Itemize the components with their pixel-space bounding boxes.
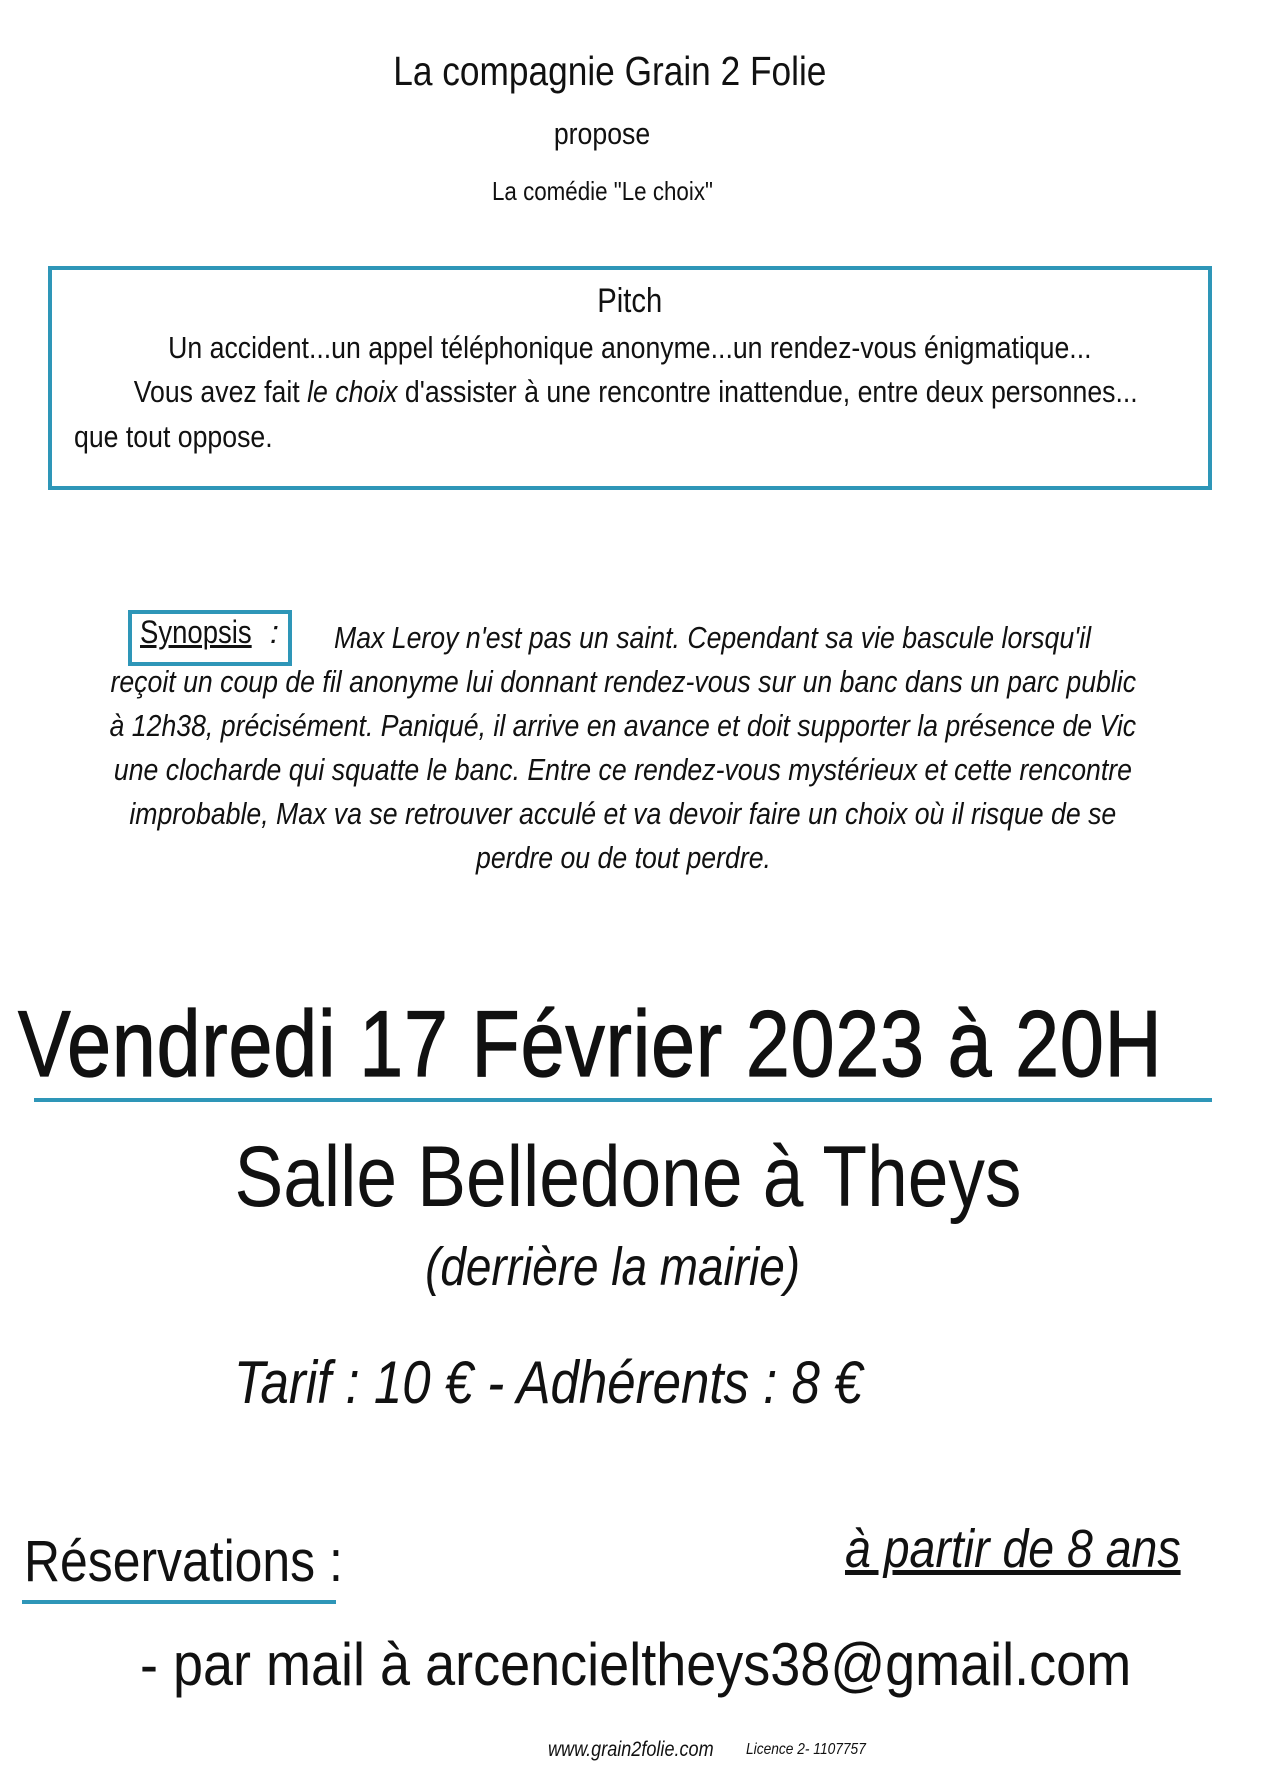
synopsis-line [0, 752, 1246, 788]
synopsis-line-text: perdre ou de tout perdre. [475, 840, 771, 875]
venue [0, 1128, 1256, 1227]
pitch-line-1-text: Un accident...un appel téléphonique anonyme...un rendez-vous énigmatique... [168, 330, 1092, 365]
synopsis-line-text: à 12h38, précisément. Paniqué, il arrive en avance et doit supporter la présence de Vic [109, 708, 1137, 743]
pitch-line-3: que tout oppose. [74, 419, 273, 454]
pitch-box [48, 266, 1212, 490]
synopsis-label: Synopsis [140, 614, 252, 650]
comedy-title [0, 176, 1204, 207]
synopsis-line [0, 708, 1246, 744]
pricing: Tarif : 10 € - Adhérents : 8 € [234, 1349, 863, 1416]
pitch-line-1 [52, 330, 1208, 366]
event-date: Vendredi 17 Février 2023 à 20H [18, 991, 1163, 1096]
synopsis-line [0, 796, 1246, 832]
synopsis-line-text: improbable, Max va se retrouver acculé et va devoir faire un choix où il risque de se [129, 796, 1117, 831]
pitch-line-2-end: d'assister à une rencontre inattendue, entre deux personnes... [397, 374, 1138, 409]
date-underline [34, 1098, 1212, 1102]
pitch-emphasis: le choix [307, 374, 398, 409]
synopsis-colon: : [270, 614, 279, 650]
synopsis-line: Max Leroy n'est pas un saint. Cependant sa vie bascule lorsqu'il [334, 620, 1092, 655]
age-limit: à partir de 8 ans [845, 1519, 1181, 1579]
synopsis-line-text: une clocharde qui squatte le banc. Entre ce rendez-vous mystérieux et cette rencontre [113, 752, 1133, 787]
pitch-line-2-start: Vous avez fait [133, 374, 308, 409]
venue-name: Salle Belledone à Theys [234, 1129, 1022, 1225]
reservation-email: - par mail à arcencieltheys38@gmail.com [140, 1631, 1132, 1698]
reservations-heading: Réservations : [24, 1529, 343, 1594]
pitch-line-2 [52, 374, 1188, 410]
venue-note [0, 1236, 1226, 1298]
footer-licence: Licence 2- 1107757 [746, 1741, 866, 1758]
comedy-label: La comédie "Le choix" [491, 176, 713, 206]
synopsis-line [0, 840, 1246, 876]
reservations-underline [22, 1600, 336, 1604]
synopsis-line-text: reçoit un coup de fil anonyme lui donnant rendez-vous sur un banc dans un parc public [110, 664, 1136, 699]
pitch-title-label: Pitch [597, 282, 663, 320]
pitch-line-2-text [134, 374, 1138, 410]
propose-text [0, 116, 1204, 152]
footer-website: www.grain2folie.com [548, 1738, 714, 1761]
synopsis-line [0, 664, 1246, 700]
venue-note-text: (derrière la mairie) [425, 1237, 801, 1297]
pitch-title [52, 282, 1208, 321]
company-heading [0, 48, 1220, 95]
propose-label: propose [553, 116, 651, 151]
company-name: La compagnie Grain 2 Folie [393, 48, 827, 94]
